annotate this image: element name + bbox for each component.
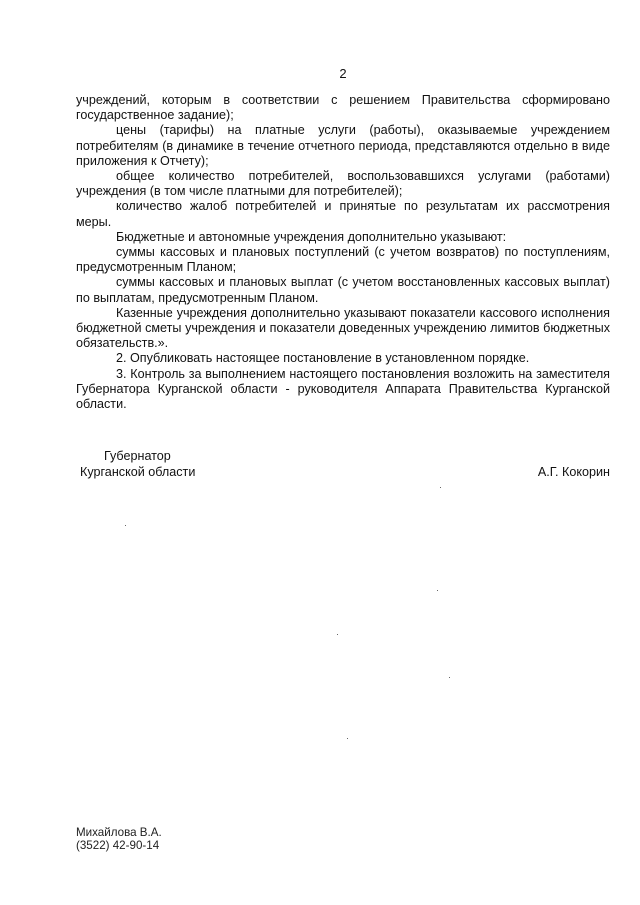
- paragraph-continuation: учреждений, которым в соответствии с решением Правительства сформировано государственное задание);: [76, 93, 610, 123]
- scan-speck: [437, 590, 438, 591]
- paragraph-complaints: количество жалоб потребителей и принятые по результатам их рассмотрения меры.: [76, 199, 610, 229]
- paragraph-payments: суммы кассовых и плановых выплат (с учетом восстановленных кассовых выплат) по выплатам, предусмотренным Планом.: [76, 275, 610, 305]
- signatory-title: [76, 448, 195, 480]
- signature-block: [76, 448, 610, 488]
- signatory-name: А.Г. Кокорин: [537, 465, 610, 479]
- executor-name: Михайлова В.А.: [76, 826, 162, 839]
- page-number: 2: [339, 66, 347, 81]
- paragraph-consumers: общее количество потребителей, воспользовавшихся услугами (работами) учреждения (в том числе платными для потребителей);: [76, 169, 610, 199]
- paragraph-budget-institutions: Бюджетные и автономные учреждения дополнительно указывают:: [116, 229, 507, 244]
- scan-speck: [125, 525, 126, 526]
- paragraph-control: 3. Контроль за выполнением настоящего постановления возложить на заместителя Губернатора Курганской области - руководителя Аппарата Правительства Курганской области.: [76, 366, 610, 412]
- signatory-title-line1: Губернатор: [104, 449, 171, 463]
- scan-speck: [449, 677, 450, 678]
- signatory-title-line2: Курганской области: [80, 465, 196, 479]
- scan-speck: [347, 738, 348, 739]
- executor-info: [76, 826, 162, 852]
- document-body: [76, 93, 610, 412]
- paragraph-publish: 2. Опубликовать настоящее постановление в установленном порядке.: [116, 351, 530, 366]
- scan-speck: [440, 487, 441, 488]
- executor-phone: (3522) 42-90-14: [76, 839, 160, 852]
- paragraph-state-institutions: Казенные учреждения дополнительно указывают показатели кассового исполнения бюджетной сметы учреждения и показатели доведенных учреждению лимитов бюджетных обязательств.».: [76, 305, 610, 351]
- scan-speck: [337, 634, 338, 635]
- paragraph-prices: цены (тарифы) на платные услуги (работы), оказываемые учреждением потребителям (в динамике в течение отчетного периода, представляются отдельно в виде приложения к Отчету);: [76, 123, 610, 168]
- paragraph-receipts: суммы кассовых и плановых поступлений (с учетом возвратов) по поступлениям, предусмотренным Планом;: [76, 245, 610, 275]
